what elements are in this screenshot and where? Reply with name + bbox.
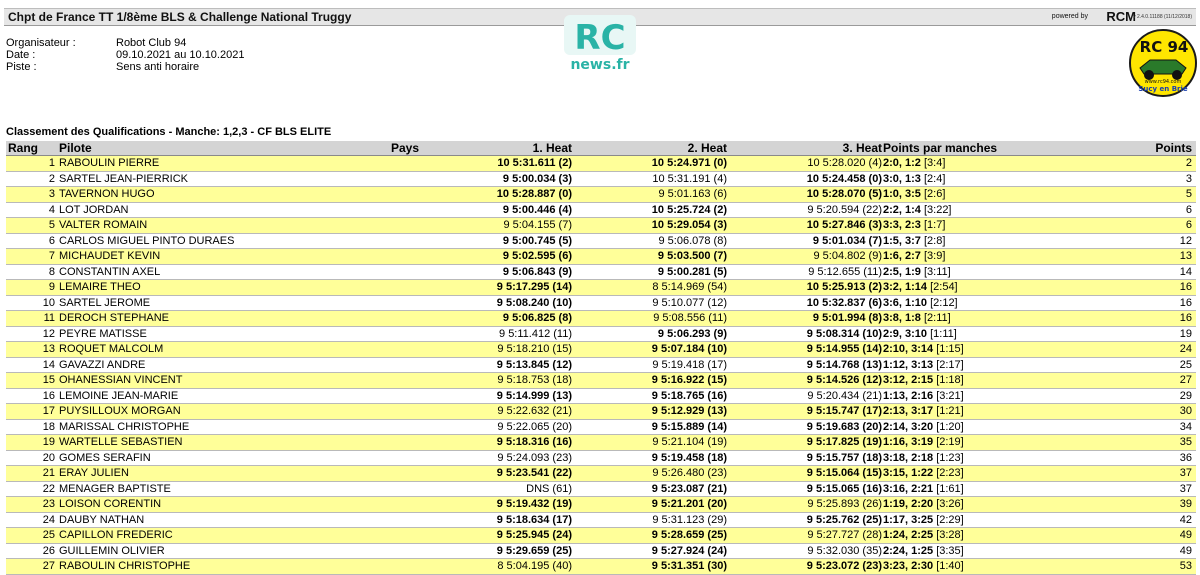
table-row — [6, 203, 1196, 219]
cell-heat2: 10 5:31.191 (4) — [652, 172, 727, 185]
cell-heat2: 9 5:26.480 (23) — [652, 467, 727, 479]
cell-points-manches: 2:9, 3:10 [1:11] — [883, 327, 957, 340]
cell-rang: 3 — [48, 188, 55, 200]
table-row — [6, 156, 1196, 172]
cell-heat3: 9 5:32.030 (35) — [807, 544, 882, 557]
cell-heat2: 9 5:01.163 (6) — [658, 188, 727, 200]
cell-pilote: GAVAZZI ANDRE — [59, 358, 146, 371]
col-heat3: 3. Heat — [842, 141, 882, 155]
cell-heat2: 9 5:21.104 (19) — [652, 436, 727, 448]
cell-heat1: 9 5:14.999 (13) — [496, 389, 572, 402]
cell-points-manches: 2:0, 1:2 [3:4] — [883, 157, 946, 169]
table-header — [6, 141, 1196, 156]
table-row — [6, 172, 1196, 188]
info-value: 09.10.2021 au 10.10.2021 — [116, 49, 245, 61]
table-row — [6, 420, 1196, 436]
col-points-manches: Points par manches — [883, 141, 998, 155]
cell-points-manches: 1:16, 3:19 [2:19] — [883, 436, 964, 448]
rcnews-logo-bottom: news.fr — [570, 57, 630, 73]
cell-heat1: 9 5:22.632 (21) — [497, 405, 572, 417]
cell-heat3: 9 5:15.065 (16) — [806, 482, 882, 495]
cell-heat1: 9 5:00.745 (5) — [502, 234, 572, 247]
cell-rang: 6 — [48, 234, 55, 247]
cell-pilote: PUYSILLOUX MORGAN — [59, 405, 181, 417]
cell-heat1: 9 5:18.634 (17) — [496, 513, 572, 526]
club-logo-city: Sucy en Brie — [1138, 85, 1188, 93]
col-heat2: 2. Heat — [687, 141, 727, 155]
cell-points-manches: 3:3, 2:3 [1:7] — [883, 219, 946, 231]
cell-rang: 4 — [48, 203, 55, 216]
cell-heat3: 9 5:25.893 (26) — [807, 498, 882, 510]
info-row-organizer — [6, 37, 244, 49]
cell-heat3: 9 5:15.757 (18) — [806, 451, 882, 464]
rcnews-logo-top: RC — [574, 18, 626, 58]
cell-rang: 20 — [42, 451, 55, 464]
cell-heat2: 10 5:24.971 (0) — [651, 157, 727, 169]
cell-heat3: 9 5:27.727 (28) — [807, 529, 882, 541]
cell-heat2: 9 5:31.123 (29) — [652, 513, 727, 526]
table-row — [6, 358, 1196, 374]
cell-points-manches: 3:8, 1:8 [2:11] — [883, 312, 951, 324]
cell-pilote: MICHAUDET KEVIN — [59, 250, 161, 262]
cell-pilote: DAUBY NATHAN — [59, 513, 145, 526]
cell-heat1: 10 5:28.887 (0) — [496, 188, 572, 200]
cell-points: 35 — [1179, 436, 1192, 448]
cell-heat2: 9 5:06.293 (9) — [657, 327, 727, 340]
cell-heat1: 9 5:22.065 (20) — [497, 420, 572, 433]
cell-points-manches: 1:13, 2:16 [3:21] — [883, 389, 964, 402]
cell-points: 3 — [1185, 172, 1192, 185]
table-row — [6, 311, 1196, 327]
cell-points-manches: 2:13, 3:17 [1:21] — [883, 405, 964, 417]
rcnews-logo — [560, 13, 640, 73]
info-row-date — [6, 49, 244, 61]
table-row — [6, 218, 1196, 234]
cell-points-manches: 2:24, 1:25 [3:35] — [883, 544, 964, 557]
cell-points: 24 — [1179, 343, 1192, 355]
cell-rang: 19 — [42, 436, 55, 448]
cell-points: 2 — [1185, 157, 1192, 169]
cell-points: 6 — [1185, 203, 1192, 216]
cell-heat3: 9 5:23.072 (23) — [806, 560, 882, 572]
table-row — [6, 451, 1196, 467]
cell-rang: 1 — [48, 157, 55, 169]
info-key: Organisateur : — [6, 37, 76, 49]
cell-heat3: 10 5:32.837 (6) — [806, 296, 882, 309]
cell-heat3: 10 5:27.846 (3) — [806, 219, 882, 231]
cell-points-manches: 2:5, 1:9 [3:11] — [883, 265, 951, 278]
cell-rang: 25 — [42, 529, 55, 541]
cell-heat1: 9 5:06.825 (8) — [502, 312, 572, 324]
cell-heat3: 9 5:14.526 (12) — [806, 374, 882, 386]
cell-points: 5 — [1185, 188, 1192, 200]
table-row — [6, 497, 1196, 513]
cell-points-manches: 1:6, 2:7 [3:9] — [883, 250, 946, 262]
cell-points: 16 — [1179, 281, 1192, 293]
cell-heat2: 9 5:21.201 (20) — [651, 498, 727, 510]
cell-rang: 2 — [48, 172, 55, 185]
cell-heat3: 9 5:14.768 (13) — [806, 358, 882, 371]
cell-pilote: LOISON CORENTIN — [59, 498, 162, 510]
cell-heat2: 9 5:27.924 (24) — [651, 544, 727, 557]
cell-heat1: 9 5:13.845 (12) — [496, 358, 572, 371]
cell-heat2: 9 5:28.659 (25) — [651, 529, 727, 541]
cell-heat1: 9 5:24.093 (23) — [497, 451, 572, 464]
cell-pilote: CONSTANTIN AXEL — [59, 265, 161, 278]
table-row — [6, 404, 1196, 420]
cell-heat3: 10 5:28.020 (4) — [807, 157, 882, 169]
cell-points: 49 — [1179, 529, 1192, 541]
cell-pilote: MARISSAL CHRISTOPHE — [59, 420, 190, 433]
cell-heat3: 9 5:01.034 (7) — [812, 234, 882, 247]
table-row — [6, 389, 1196, 405]
table-row — [6, 249, 1196, 265]
cell-rang: 16 — [42, 389, 55, 402]
club-logo-url: www.rc94.com — [1144, 79, 1182, 85]
col-pays: Pays — [391, 141, 420, 155]
page-title: Chpt de France TT 1/8ème BLS & Challenge National Truggy — [8, 10, 352, 24]
cell-points: 12 — [1179, 234, 1192, 247]
cell-heat1: 9 5:11.412 (11) — [499, 327, 572, 340]
cell-rang: 10 — [42, 296, 55, 309]
col-rang: Rang — [8, 141, 38, 155]
table-row — [6, 528, 1196, 544]
brand-label: RCM — [1106, 9, 1136, 24]
cell-heat1: 9 5:18.753 (18) — [497, 374, 572, 386]
cell-heat2: 9 5:23.087 (21) — [651, 482, 727, 495]
cell-points-manches: 3:15, 1:22 [2:23] — [883, 467, 964, 479]
cell-heat1: 9 5:02.595 (6) — [502, 250, 572, 262]
rc94-club-logo — [1128, 28, 1198, 98]
cell-heat3: 9 5:01.994 (8) — [812, 312, 882, 324]
cell-heat2: 9 5:12.929 (13) — [651, 405, 727, 417]
cell-heat2: 9 5:19.418 (17) — [652, 358, 727, 371]
table-row — [6, 482, 1196, 498]
cell-points-manches: 1:0, 3:5 [2:6] — [883, 188, 946, 200]
cell-heat2: 9 5:19.458 (18) — [651, 451, 727, 464]
cell-heat2: 9 5:10.077 (12) — [652, 296, 727, 309]
cell-points: 30 — [1179, 405, 1192, 417]
cell-rang: 26 — [42, 544, 55, 557]
cell-points-manches: 1:19, 2:20 [3:26] — [883, 498, 964, 510]
cell-heat1: 9 5:25.945 (24) — [496, 529, 572, 541]
table-row — [6, 234, 1196, 250]
cell-points-manches: 3:23, 2:30 [1:40] — [883, 560, 964, 572]
table-row — [6, 466, 1196, 482]
cell-heat3: 10 5:28.070 (5) — [806, 188, 882, 200]
cell-heat1: 8 5:04.195 (40) — [497, 560, 572, 572]
cell-heat3: 9 5:20.434 (21) — [807, 389, 882, 402]
cell-pilote: LOT JORDAN — [59, 203, 129, 216]
cell-heat1: 9 5:23.541 (22) — [496, 467, 572, 479]
col-points: Points — [1155, 141, 1192, 155]
cell-pilote: RABOULIN PIERRE — [59, 157, 160, 169]
table-row — [6, 265, 1196, 281]
cell-pilote: MENAGER BAPTISTE — [59, 482, 171, 495]
cell-points: 16 — [1179, 296, 1192, 309]
cell-heat1: 9 5:08.240 (10) — [496, 296, 572, 309]
cell-pilote: SARTEL JEROME — [59, 296, 151, 309]
cell-points-manches: 2:14, 3:20 [1:20] — [883, 420, 964, 433]
cell-rang: 22 — [42, 482, 55, 495]
cell-points: 37 — [1179, 482, 1192, 495]
cell-rang: 13 — [42, 343, 55, 355]
cell-rang: 23 — [42, 498, 55, 510]
cell-rang: 9 — [48, 281, 55, 293]
cell-heat1: 9 5:29.659 (25) — [496, 544, 572, 557]
cell-points-manches: 3:12, 2:15 [1:18] — [883, 374, 964, 386]
cell-rang: 15 — [42, 374, 55, 386]
cell-pilote: TAVERNON HUGO — [59, 188, 155, 200]
section-title: Classement des Qualifications - Manche: 1,2,3 - CF BLS ELITE — [6, 126, 332, 138]
cell-rang: 24 — [42, 513, 55, 526]
club-logo-name: RC 94 — [1139, 38, 1189, 56]
cell-heat2: 9 5:16.922 (15) — [651, 374, 727, 386]
cell-pilote: CARLOS MIGUEL PINTO DURAES — [59, 234, 235, 247]
table-row — [6, 342, 1196, 358]
cell-points: 14 — [1179, 265, 1192, 278]
cell-heat1: 9 5:18.210 (15) — [497, 343, 572, 355]
cell-heat2: 9 5:18.765 (16) — [651, 389, 727, 402]
info-key: Piste : — [6, 61, 37, 73]
cell-heat3: 9 5:15.064 (15) — [806, 467, 882, 479]
cell-heat2: 10 5:29.054 (3) — [651, 219, 727, 231]
cell-pilote: ERAY JULIEN — [59, 467, 129, 479]
cell-heat3: 10 5:24.458 (0) — [806, 172, 882, 185]
cell-points-manches: 1:5, 3:7 [2:8] — [883, 234, 946, 247]
cell-rang: 14 — [42, 358, 55, 371]
cell-heat1: 9 5:19.432 (19) — [496, 498, 572, 510]
cell-heat2: 8 5:14.969 (54) — [652, 281, 727, 293]
cell-points-manches: 2:2, 1:4 [3:22] — [883, 203, 952, 216]
cell-heat3: 9 5:04.802 (9) — [813, 250, 882, 262]
cell-rang: 12 — [42, 327, 55, 340]
cell-points-manches: 1:17, 3:25 [2:29] — [883, 513, 964, 526]
cell-rang: 11 — [43, 312, 55, 324]
info-key: Date : — [6, 49, 36, 61]
info-value: Robot Club 94 — [116, 37, 187, 49]
info-value: Sens anti horaire — [116, 61, 200, 73]
cell-pilote: OHANESSIAN VINCENT — [59, 374, 183, 386]
cell-points: 36 — [1179, 451, 1192, 464]
cell-heat3: 9 5:15.747 (17) — [806, 405, 882, 417]
cell-heat2: 10 5:25.724 (2) — [651, 203, 727, 216]
cell-heat1: 9 5:00.446 (4) — [502, 203, 572, 216]
cell-pilote: GUILLEMIN OLIVIER — [59, 544, 165, 557]
cell-pilote: PEYRE MATISSE — [59, 327, 147, 340]
cell-heat3: 9 5:14.955 (14) — [806, 343, 882, 355]
cell-heat3: 9 5:08.314 (10) — [806, 327, 882, 340]
cell-rang: 5 — [48, 219, 55, 231]
powered-by-label: powered by — [1051, 13, 1088, 20]
cell-pilote: VALTER ROMAIN — [59, 219, 148, 231]
cell-heat1: 9 5:00.034 (3) — [502, 172, 572, 185]
cell-points-manches: 3:2, 1:14 [2:54] — [883, 281, 958, 293]
cell-points: 39 — [1179, 498, 1192, 510]
cell-points: 6 — [1185, 219, 1192, 231]
cell-points: 25 — [1179, 358, 1192, 371]
cell-heat1: 9 5:18.316 (16) — [496, 436, 572, 448]
cell-heat3: 9 5:20.594 (22) — [807, 203, 882, 216]
cell-pilote: ROQUET MALCOLM — [59, 343, 164, 355]
table-row — [6, 544, 1196, 560]
col-heat1: 1. Heat — [532, 141, 572, 155]
cell-pilote: GOMES SERAFIN — [59, 451, 151, 464]
cell-points: 37 — [1179, 467, 1192, 479]
cell-points-manches: 3:16, 2:21 [1:61] — [883, 482, 964, 495]
cell-heat2: 9 5:31.351 (30) — [651, 560, 727, 572]
table-row — [6, 373, 1196, 389]
cell-points-manches: 1:12, 3:13 [2:17] — [883, 358, 964, 371]
cell-pilote: SARTEL JEAN-PIERRICK — [59, 172, 188, 185]
info-row-track — [6, 61, 244, 73]
cell-rang: 7 — [48, 250, 55, 262]
cell-pilote: CAPILLON FREDERIC — [59, 529, 173, 541]
cell-points-manches: 3:18, 2:18 [1:23] — [883, 451, 964, 464]
table-row — [6, 187, 1196, 203]
cell-points: 13 — [1179, 250, 1192, 262]
results-table — [6, 156, 1196, 575]
cell-pilote: DEROCH STEPHANE — [59, 312, 170, 324]
cell-rang: 21 — [42, 467, 55, 479]
cell-points: 29 — [1179, 389, 1192, 402]
cell-pilote: WARTELLE SEBASTIEN — [59, 436, 183, 448]
cell-points-manches: 3:0, 1:3 [2:4] — [883, 172, 946, 185]
cell-points: 34 — [1179, 420, 1192, 433]
cell-points: 49 — [1179, 544, 1192, 557]
cell-heat1: 9 5:06.843 (9) — [502, 265, 572, 278]
cell-heat1: 9 5:04.155 (7) — [503, 219, 572, 231]
cell-heat3: 9 5:19.683 (20) — [806, 420, 882, 433]
cell-rang: 17 — [42, 405, 55, 417]
cell-rang: 18 — [42, 420, 55, 433]
table-row — [6, 435, 1196, 451]
table-row — [6, 296, 1196, 312]
cell-pilote: LEMAIRE THEO — [59, 281, 141, 293]
cell-heat3: 9 5:12.655 (11) — [808, 265, 882, 278]
cell-rang: 27 — [42, 560, 55, 572]
cell-points-manches: 1:24, 2:25 [3:28] — [883, 529, 964, 541]
version-label: v 2.4.0.11188 (11/12/2018) — [1133, 14, 1192, 20]
cell-pilote: RABOULIN CHRISTOPHE — [59, 560, 191, 572]
cell-points: 16 — [1179, 312, 1192, 324]
cell-points: 19 — [1179, 327, 1192, 340]
table-row — [6, 559, 1196, 575]
cell-heat2: 9 5:03.500 (7) — [657, 250, 727, 262]
cell-heat1: 9 5:17.295 (14) — [496, 281, 572, 293]
cell-points-manches: 3:6, 1:10 [2:12] — [883, 296, 958, 309]
col-pilote: Pilote — [59, 141, 92, 155]
event-info — [6, 37, 244, 73]
cell-heat2: 9 5:08.556 (11) — [653, 312, 727, 324]
cell-points: 42 — [1179, 513, 1192, 526]
cell-heat1: 10 5:31.611 (2) — [497, 157, 572, 169]
cell-heat1: DNS (61) — [526, 482, 572, 495]
cell-points: 53 — [1179, 560, 1192, 572]
cell-heat2: 9 5:06.078 (8) — [658, 234, 727, 247]
cell-heat3: 9 5:17.825 (19) — [806, 436, 882, 448]
cell-heat2: 9 5:15.889 (14) — [651, 420, 727, 433]
cell-points: 27 — [1179, 374, 1192, 386]
cell-rang: 8 — [48, 265, 55, 278]
cell-heat2: 9 5:07.184 (10) — [651, 343, 727, 355]
table-row — [6, 280, 1196, 296]
table-row — [6, 513, 1196, 529]
cell-pilote: LEMOINE JEAN-MARIE — [59, 389, 179, 402]
cell-heat2: 9 5:00.281 (5) — [657, 265, 727, 278]
cell-heat3: 10 5:25.913 (2) — [806, 281, 882, 293]
cell-heat3: 9 5:25.762 (25) — [806, 513, 882, 526]
table-row — [6, 327, 1196, 343]
cell-points-manches: 2:10, 3:14 [1:15] — [883, 343, 964, 355]
